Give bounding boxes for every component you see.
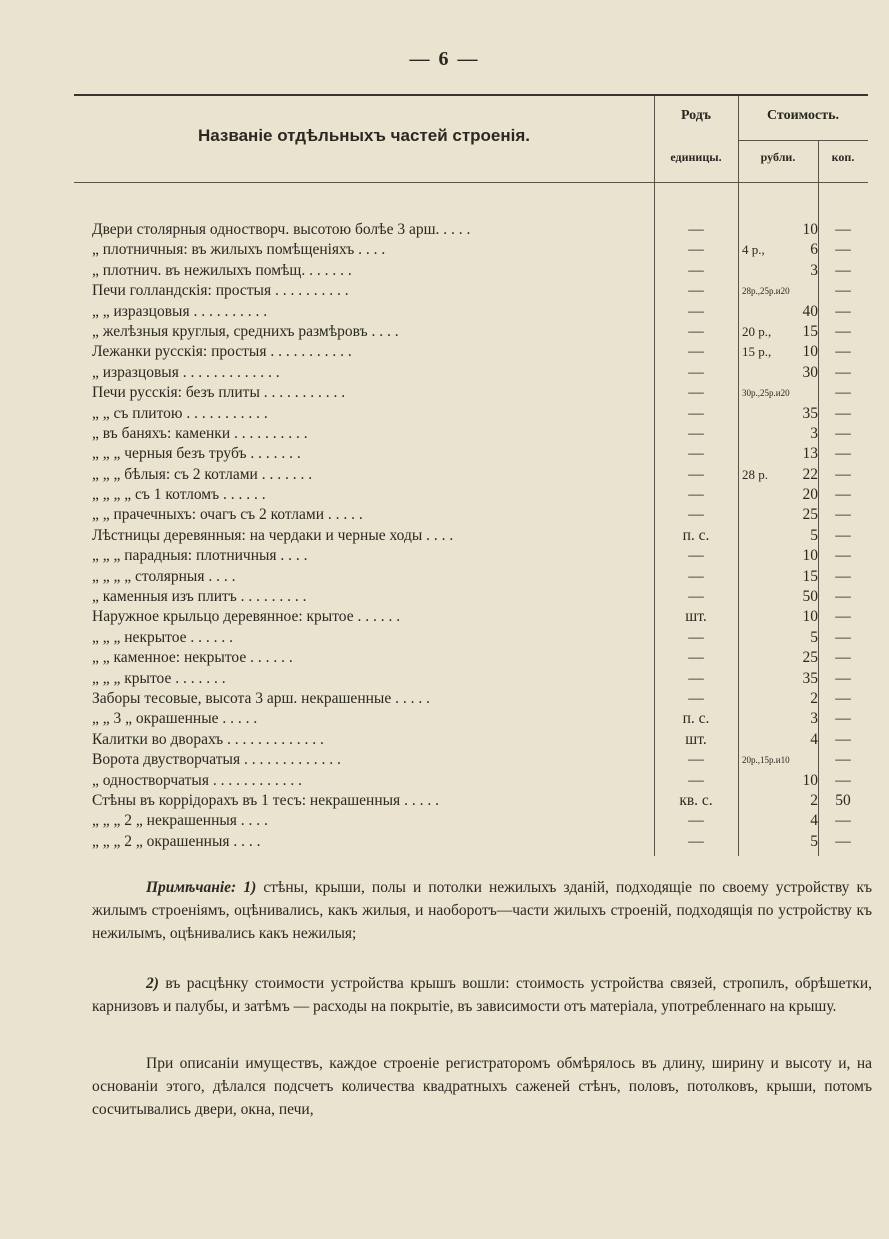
item-name: „ „ 3 „ окрашенные . . . . . [92,710,258,728]
table-row [74,261,868,281]
item-rubles: 25 [802,506,818,524]
item-unit: — [688,689,704,707]
item-kopecks: — [835,628,851,646]
item-name: Лежанки русскія: простыя . . . . . . . . . . . [92,343,352,361]
kopecks-header: коп. [831,150,855,164]
item-kopecks: — [835,669,851,687]
page-number: — 6 — [409,48,480,70]
item-unit: — [688,669,704,687]
item-unit: — [688,628,704,646]
table-row [74,281,868,301]
item-kopecks: — [835,771,851,789]
table-title-header: Названіе отдѣльныхъ частей строенія. [197,126,530,145]
item-kopecks: — [835,567,851,585]
item-rubles: 10 [802,608,818,626]
item-rubles: 10 [802,547,818,565]
item-kopecks: — [835,832,851,850]
item-unit: — [688,261,704,279]
item-kopecks: — [835,445,851,463]
rubles-header: рубли. [760,150,796,164]
item-name: „ „ съ плитою . . . . . . . . . . . [92,404,268,422]
item-unit: — [688,404,704,422]
header-divider [74,182,868,183]
item-rubles: 3 [810,710,818,728]
item-rubles: 4 [810,812,818,830]
item-name: Лѣстницы деревянныя: на чердаки и черные ходы . . . . [92,526,454,544]
table-row [74,240,868,260]
item-rubles: 10 [802,343,818,361]
item-name: „ „ „ крытое . . . . . . . [92,669,226,687]
item-unit: — [688,241,704,259]
item-name: „ „ прачечныхъ: очагъ съ 2 котлами . . . . . [92,506,363,524]
item-rubles: 2 [810,689,818,707]
table-row [74,363,868,383]
item-unit: — [688,465,704,483]
table-row [74,730,868,750]
item-rubles: 20 [802,486,818,504]
item-name: Двери столярныя одностворч. высотою болѣе 3 арш. . . . . [92,221,471,238]
item-unit: — [688,322,704,340]
item-name: „ „ „ бѣлыя: съ 2 котлами . . . . . . . [92,465,313,483]
item-rubles: 22 [802,465,818,483]
item-unit: — [688,343,704,361]
item-kopecks: 50 [835,791,851,809]
item-name: „ плотнич. въ нежилыхъ помѣщ. . . . . . . [92,261,352,279]
item-name: „ изразцовыя . . . . . . . . . . . . . [92,363,280,381]
item-rubles: 25 [802,649,818,667]
item-rubles: 40 [802,302,818,320]
note-1 [92,876,872,945]
item-name: Наружное крыльцо деревянное: крытое . . . . . . [92,608,401,626]
cost-header: Стоимость. [766,108,840,123]
item-kopecks: — [835,302,851,320]
item-rubles: 50 [802,588,818,606]
item-name: „ „ „ некрытое . . . . . . [92,628,234,646]
table-row [74,832,868,852]
item-alt-price: 15 р., [742,344,772,360]
item-unit: — [688,302,704,320]
table-row [74,607,868,627]
item-name: Калитки во дворахъ . . . . . . . . . . . . . [92,730,324,748]
item-kopecks: — [835,261,851,279]
note-label: Примѣчаніе: [146,879,237,896]
item-unit: — [688,445,704,463]
item-name: Печи голландскія: простыя . . . . . . . . . . [92,282,349,300]
item-rubles: 30 [802,363,818,381]
item-name: „ желѣзныя круглыя, среднихъ размѣровъ . . . . [92,322,399,340]
table-row [74,302,868,322]
item-kopecks: — [835,608,851,626]
table-row [74,811,868,831]
item-unit: — [688,506,704,524]
item-kopecks: — [835,506,851,524]
table-row [74,342,868,362]
item-unit: — [688,363,704,381]
item-unit: — [688,832,704,850]
item-rubles: 15 [802,322,818,340]
item-unit: шт. [685,608,707,626]
item-kopecks: — [835,649,851,667]
table-row [74,567,868,587]
item-rubles: 35 [802,669,818,687]
item-rubles: 5 [810,628,818,646]
item-rubles: 15 [802,567,818,585]
item-rubles: 10 [802,221,818,238]
table-row [74,444,868,464]
table-row [74,648,868,668]
item-rubles: 6 [810,241,818,259]
note-1-text: стѣны, крыши, полы и потолки нежилыхъ зданій, подходящіе по своему устройству къ жилымъ строеніямъ, оцѣнивались, какъ жилыя, и наоборотъ—части жилыхъ строеній, подходящія по устройству къ нежилымъ, оцѣнивались какъ нежилыя; [92,879,872,942]
table-row [74,750,868,770]
table-row [74,424,868,444]
item-kopecks: — [835,343,851,361]
table-row [74,220,868,240]
item-rubles: 5 [810,526,818,544]
item-name: „ плотничныя: въ жилыхъ помѣщеніяхъ . . . . [92,241,386,259]
item-rubles: 35 [802,404,818,422]
table-row [74,322,868,342]
item-kopecks: — [835,465,851,483]
item-unit: — [688,547,704,565]
item-name: „ каменныя изъ плитъ . . . . . . . . . [92,588,307,606]
item-name: „ „ „ „ съ 1 котломъ . . . . . . [92,486,266,504]
table-row [74,465,868,485]
item-name: Заборы тесовые, высота 3 арш. некрашенные . . . . . [92,689,430,707]
item-unit: — [688,567,704,585]
table-row [74,546,868,566]
item-kopecks: — [835,751,851,769]
item-kopecks: — [835,730,851,748]
table-row [74,709,868,729]
table-row [74,505,868,525]
item-rubles: 2 [810,791,818,809]
item-name: „ „ „ 2 „ некрашенныя . . . . [92,812,268,830]
item-name: „ въ баняхъ: каменки . . . . . . . . . . [92,424,308,442]
table-row [74,383,868,403]
item-kopecks: — [835,221,851,238]
table-row [74,791,868,811]
item-name: Ворота двустворчатыя . . . . . . . . . . . . . [92,751,341,769]
item-alt-price: 28 р. [742,466,768,482]
item-rubles: 10 [802,771,818,789]
note-2-number: 2) [146,975,159,992]
item-kopecks: — [835,282,851,300]
item-kopecks: — [835,526,851,544]
item-alt-price: 20 р., [742,323,772,339]
item-alt-price: 30р.,25р.и20 [742,388,790,399]
header-divider [738,140,868,141]
item-kopecks: — [835,322,851,340]
table-row [74,771,868,791]
item-unit: — [688,221,704,238]
body-paragraph-text: При описаніи имуществъ, каждое строеніе регистраторомъ обмѣрялось въ длину, ширину и высоту и, на основаніи этого, дѣлался подсчетъ количества квадратныхъ саженей стѣнъ, половъ, потолковъ, крыши, потомъ сосчитывались двери, окна, печи, [92,1055,872,1118]
item-name: „ „ „ 2 „ окрашенныя . . . . [92,832,261,850]
item-kopecks: — [835,424,851,442]
item-kopecks: — [835,404,851,422]
item-unit: — [688,771,704,789]
item-rubles: 13 [802,445,818,463]
item-kopecks: — [835,588,851,606]
item-unit: п. с. [682,526,710,544]
table-row [74,587,868,607]
item-unit: — [688,486,704,504]
item-alt-price: 28р.,25р.и20 [742,286,790,297]
item-name: „ „ каменное: некрытое . . . . . . [92,649,293,667]
item-name: Стѣны въ коррідорахъ въ 1 тесъ: некрашенныя . . . . . [92,791,439,809]
item-rubles: 3 [810,261,818,279]
item-name: „ „ „ парадныя: плотничныя . . . . [92,547,308,565]
item-unit: — [688,751,704,769]
unit-header: Родъ [680,108,712,123]
body-paragraph [92,1052,872,1121]
item-rubles: 5 [810,832,818,850]
item-name: „ „ „ черныя безъ трубъ . . . . . . . [92,445,301,463]
item-unit: — [688,282,704,300]
item-unit: кв. с. [679,791,713,809]
item-name: „ одностворчатыя . . . . . . . . . . . . [92,771,302,789]
item-unit: — [688,384,704,402]
item-kopecks: — [835,486,851,504]
item-kopecks: — [835,363,851,381]
item-kopecks: — [835,241,851,259]
item-name: „ „ „ „ столярныя . . . . [92,567,236,585]
table-row [74,669,868,689]
table-row [74,404,868,424]
table-row [74,526,868,546]
item-unit: — [688,424,704,442]
item-alt-price: 20р.,15р.и10 [742,755,790,766]
price-table [74,94,868,856]
item-unit: п. с. [682,710,710,728]
unit-subheader: единицы. [670,150,722,164]
table-row [74,628,868,648]
item-name: „ „ изразцовыя . . . . . . . . . . [92,302,268,320]
note-1-number: 1) [243,879,257,896]
item-kopecks: — [835,812,851,830]
table-row [74,485,868,505]
item-name: Печи русскія: безъ плиты . . . . . . . . . . . [92,384,346,402]
table-body [74,220,868,852]
item-kopecks: — [835,710,851,728]
item-unit: — [688,588,704,606]
item-rubles: 4 [810,730,818,748]
item-alt-price: 4 р., [742,242,765,258]
item-kopecks: — [835,689,851,707]
item-unit: — [688,812,704,830]
item-unit: — [688,649,704,667]
item-rubles: 3 [810,424,818,442]
note-2 [92,972,872,1018]
item-kopecks: — [835,384,851,402]
item-kopecks: — [835,547,851,565]
table-row [74,689,868,709]
item-unit: шт. [685,730,707,748]
note-2-text: въ расцѣнку стоимости устройства крышъ вошли: стоимость устройства связей, стропилъ, обрѣшетки, карнизовъ и палубы, и затѣмъ — расходы на покрытіе, въ зависимости отъ матеріала, употребленнаго на крышу. [92,975,872,1015]
